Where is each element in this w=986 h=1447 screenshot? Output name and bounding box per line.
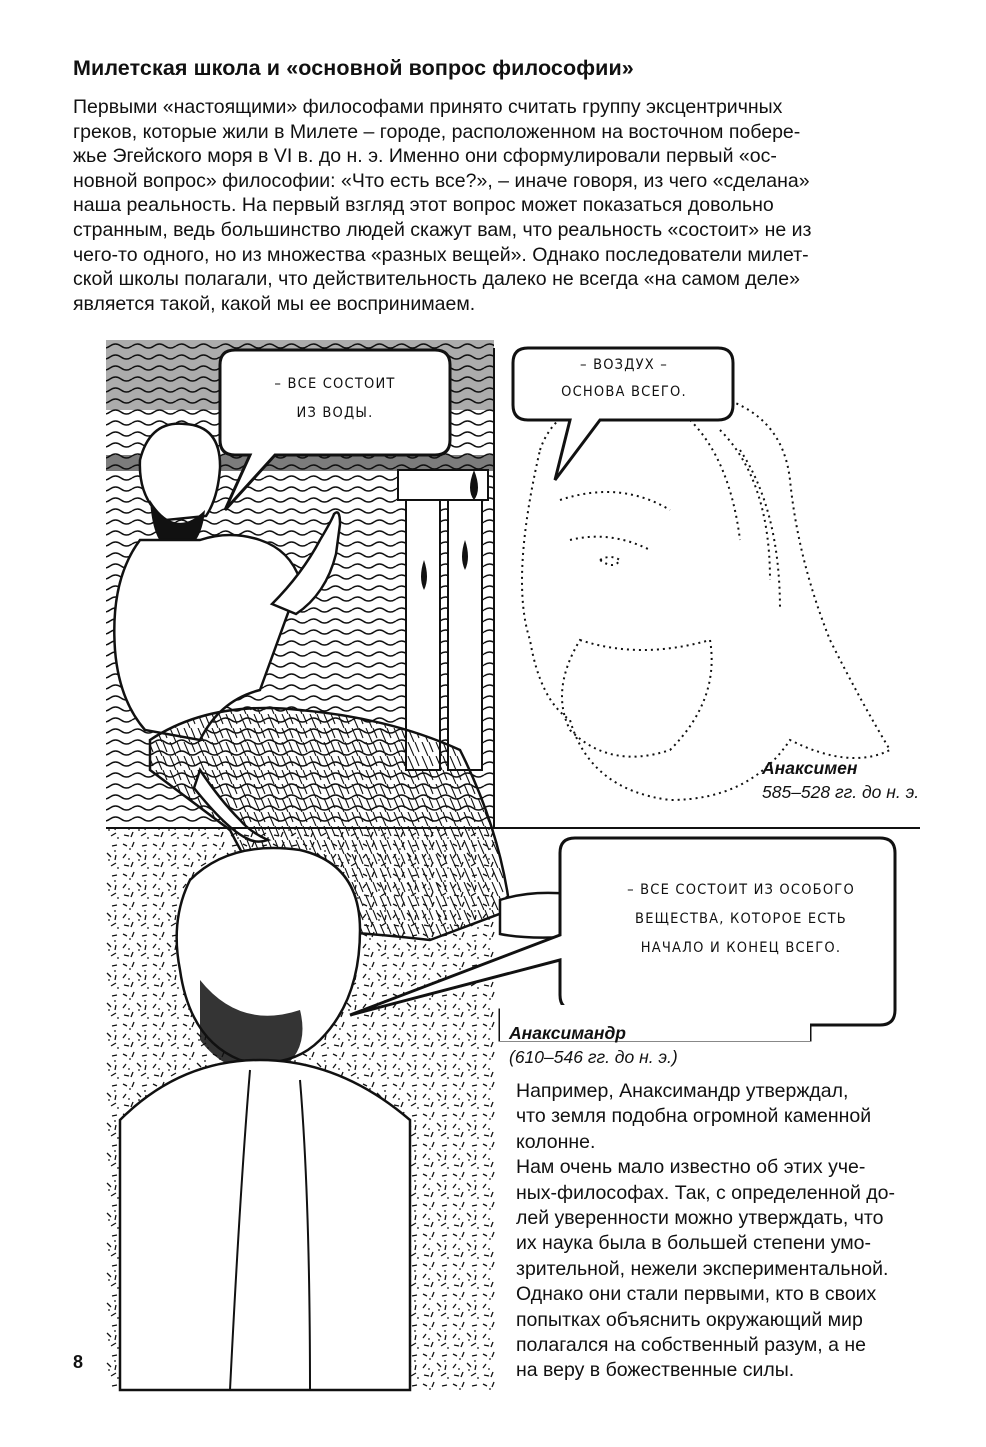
body-line: колонне. [516, 1130, 596, 1153]
body-line: Однако они стали первыми, кто в своих [516, 1283, 877, 1306]
page-number: 8 [73, 1352, 84, 1372]
bubble-line: ОСНОВА ВСЕГО. [561, 384, 687, 400]
intro-line: ской школы полагали, что действительность далеко не всегда «на самом деле» [73, 268, 800, 291]
intro-line: наша реальность. На первый взгляд этот вопрос может показаться довольно [73, 194, 774, 217]
intro-line: новной вопрос» философии: «Что есть все?», – иначе говоря, из чего «сделана» [73, 169, 810, 192]
caption-name: Анаксимандр [509, 1023, 626, 1043]
bubble-line: – ВОЗДУХ – [580, 357, 668, 373]
body-line: лей уверенности можно утверждать, что [516, 1207, 884, 1230]
caption-dates: (610–546 гг. до н. э.) [509, 1047, 678, 1067]
bubble-line: НАЧАЛО И КОНЕЦ ВСЕГО. [640, 940, 842, 956]
anaximander-speech-text [606, 876, 876, 963]
body-line: Например, Анаксимандр утверждал, [516, 1080, 849, 1102]
panel-anaximander [106, 828, 495, 1390]
intro-line: чего-то одного, но из множества «разных вещей». Однако последователи милет- [73, 243, 809, 266]
caption-name: Анаксимен [762, 758, 858, 778]
section-heading: Милетская школа и «основной вопрос философии» [73, 56, 634, 80]
bubble-line: – ВСЕ СОСТОИТ ИЗ ОСОБОГО [627, 882, 855, 898]
body-line: на веру в божественные силы. [516, 1359, 795, 1382]
anaximenes-speech-text [522, 352, 726, 406]
body-line: что земля подобна огромной каменной [516, 1105, 872, 1128]
caption-dates: 585–528 гг. до н. э. [762, 782, 920, 802]
anaximenes-caption [762, 756, 919, 804]
intro-line: греков, которые жили в Милете – городе, расположенном на восточном побере- [73, 120, 801, 143]
body-line: ных-философах. Так, с определенной до- [516, 1181, 895, 1204]
intro-line: является такой, какой мы ее воспринимаем. [73, 292, 476, 315]
body-line: зрительной, нежели экспериментальной. [516, 1257, 889, 1280]
intro-line: жье Эгейского моря в VI в. до н. э. Именно они сформулировали первый «ос- [73, 145, 777, 168]
intro-line: Первыми «настоящими» философами принято считать группу эксцентричных [73, 96, 783, 118]
body-line: Нам очень мало известно об этих уче- [516, 1156, 866, 1179]
body-line: полагался на собственный разум, а не [516, 1334, 867, 1357]
bubble-line: ИЗ ВОДЫ. [296, 405, 374, 421]
body-paragraph [516, 1079, 976, 1384]
bubble-line: ВЕЩЕСТВА, КОТОРОЕ ЕСТЬ [635, 911, 847, 927]
bubble-line: – ВСЕ СОСТОИТ [274, 376, 396, 392]
body-line: их наука была в большей степени умо- [516, 1232, 872, 1255]
thales-speech-text [232, 370, 438, 428]
body-line: попытках объяснить окружающий мир [516, 1308, 863, 1331]
anaximander-caption [509, 1021, 678, 1069]
intro-line: странным, ведь большинство людей скажут вам, что реальность «состоит» не из [73, 218, 812, 241]
